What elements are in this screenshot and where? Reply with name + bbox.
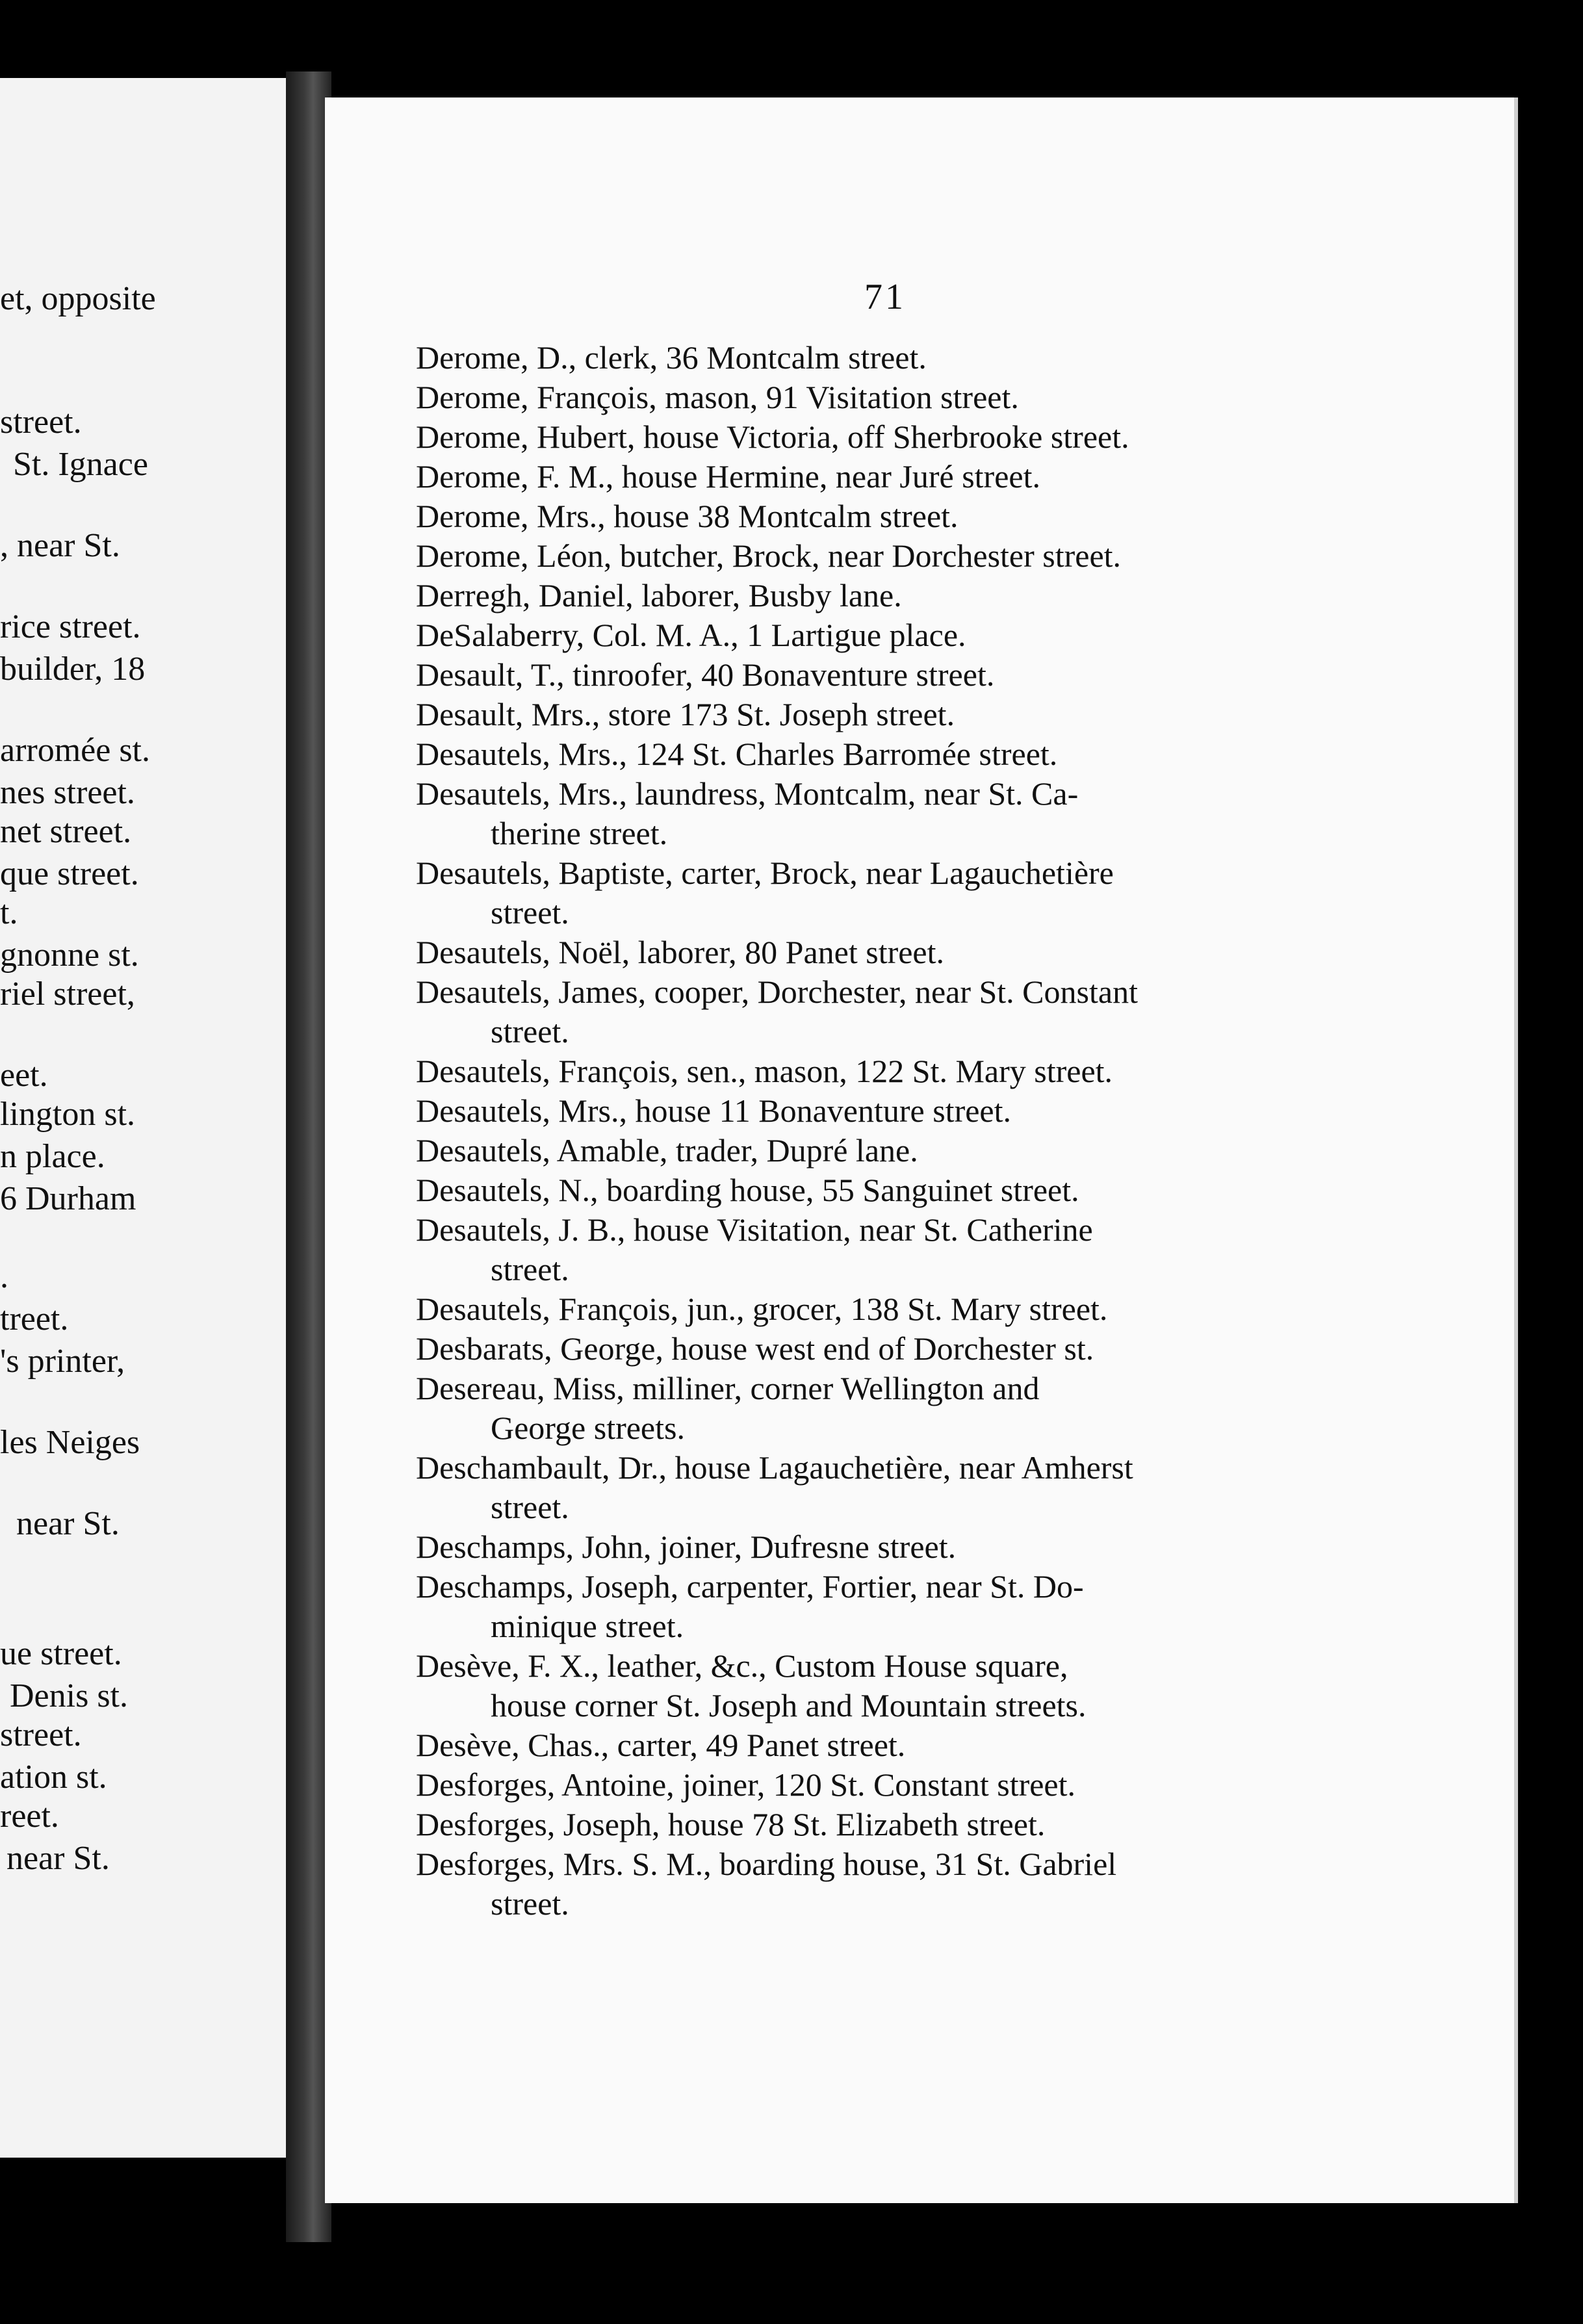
entry-line: Derome, D., clerk, 36 Montcalm street.: [416, 339, 927, 376]
entry-line: Deschambault, Dr., house Lagauchetière, near Amherst: [416, 1449, 1133, 1486]
directory-entry: [416, 417, 1339, 457]
directory-entry: [416, 1725, 1339, 1765]
entry-line: Desautels, Noël, laborer, 80 Panet street.: [416, 934, 945, 970]
directory-entry: [416, 1052, 1339, 1091]
entry-line: Derome, Léon, butcher, Brock, near Dorchester street.: [416, 537, 1122, 574]
left-page-text-fragment: les Neiges: [0, 1424, 140, 1461]
left-page-text-fragment: arromée st.: [0, 732, 151, 769]
left-page-text-fragment: builder, 18: [0, 651, 146, 688]
left-page-text-fragment: t.: [0, 894, 18, 931]
left-page-fragment: [0, 78, 286, 2158]
entry-continuation-line: minique street.: [491, 1608, 684, 1644]
directory-entry: [416, 972, 1339, 1052]
left-page-text-fragment: street.: [0, 404, 82, 441]
directory-entry: [416, 1646, 1339, 1725]
entry-line: Desforges, Antoine, joiner, 120 St. Constant street.: [416, 1766, 1076, 1803]
entry-continuation-line: street.: [491, 1013, 569, 1050]
entry-line: Desautels, Mrs., laundress, Montcalm, near St. Ca-: [416, 775, 1079, 812]
directory-entry: [416, 1805, 1339, 1844]
left-page-text-fragment: near St.: [6, 1840, 110, 1877]
left-page-text-fragment: reet.: [0, 1798, 59, 1835]
directory-entry: [416, 734, 1339, 774]
entry-line: Desforges, Mrs. S. M., boarding house, 31 St. Gabriel: [416, 1846, 1117, 1882]
entry-line: Derome, Hubert, house Victoria, off Sherbrooke street.: [416, 419, 1129, 455]
directory-entry: [416, 615, 1339, 655]
entry-line: Derome, F. M., house Hermine, near Juré street.: [416, 458, 1040, 495]
left-page-text-fragment: lington st.: [0, 1096, 136, 1133]
directory-entry: [416, 536, 1339, 576]
entry-line: Desforges, Joseph, house 78 St. Elizabeth street.: [416, 1806, 1046, 1842]
left-page-text-fragment: nes street.: [0, 774, 135, 811]
entry-line: Derregh, Daniel, laborer, Busby lane.: [416, 577, 902, 613]
directory-entry: [416, 774, 1339, 853]
left-page-text-fragment: St. Ignace: [13, 446, 148, 483]
entry-line: Deschamps, John, joiner, Dufresne street.: [416, 1529, 957, 1565]
left-page-text-fragment: 6 Durham: [0, 1180, 136, 1217]
entry-continuation-line: house corner St. Joseph and Mountain streets.: [491, 1687, 1087, 1724]
directory-entry: [416, 1170, 1339, 1210]
left-page-text-fragment: .: [0, 1258, 8, 1295]
directory-entry: [416, 933, 1339, 972]
left-page-text-fragment: net street.: [0, 813, 132, 850]
entry-line: Desault, T., tinroofer, 40 Bonaventure street.: [416, 656, 995, 693]
directory-entry: [416, 1329, 1339, 1369]
entry-line: Desautels, Mrs., house 11 Bonaventure street.: [416, 1092, 1011, 1129]
directory-entry: [416, 853, 1339, 933]
left-page-text-fragment: 's printer,: [0, 1343, 125, 1380]
directory-entry: [416, 655, 1339, 695]
left-page-text-fragment: gnonne st.: [0, 936, 139, 974]
entry-line: Desève, F. X., leather, &c., Custom House square,: [416, 1647, 1068, 1684]
left-page-text-fragment: riel street,: [0, 975, 135, 1013]
directory-entry: [416, 1448, 1339, 1527]
directory-entry: [416, 497, 1339, 536]
page-number: 71: [864, 277, 906, 317]
entry-line: Desautels, J. B., house Visitation, near St. Catherine: [416, 1211, 1093, 1248]
directory-entry: [416, 1527, 1339, 1567]
entry-line: Desautels, Mrs., 124 St. Charles Barromée street.: [416, 736, 1058, 772]
directory-entry: [416, 378, 1339, 417]
directory-entry: [416, 1091, 1339, 1131]
entry-line: Desève, Chas., carter, 49 Panet street.: [416, 1727, 906, 1763]
entry-line: DeSalaberry, Col. M. A., 1 Lartigue place.: [416, 617, 966, 653]
entry-line: Desault, Mrs., store 173 St. Joseph street.: [416, 696, 955, 732]
left-page-text-fragment: eet.: [0, 1057, 48, 1094]
left-page-text-fragment: Denis st.: [10, 1677, 128, 1714]
directory-entry: [416, 1765, 1339, 1805]
directory-entries: [416, 338, 1339, 1924]
entry-line: Deschamps, Joseph, carpenter, Fortier, near St. Do-: [416, 1568, 1084, 1605]
left-page-text-fragment: near St.: [16, 1505, 120, 1542]
directory-entry: [416, 576, 1339, 615]
directory-entry: [416, 1369, 1339, 1448]
directory-entry: [416, 1131, 1339, 1170]
entry-line: Desbarats, George, house west end of Dorchester st.: [416, 1330, 1094, 1367]
left-page-text-fragment: ue street.: [0, 1635, 122, 1672]
directory-entry: [416, 1844, 1339, 1924]
entry-continuation-line: street.: [491, 1885, 569, 1922]
left-page-text-fragment: rice street.: [0, 608, 141, 645]
left-page-text-fragment: treet.: [0, 1300, 69, 1337]
directory-entry: [416, 457, 1339, 497]
directory-entry: [416, 695, 1339, 734]
entry-line: Derome, Mrs., house 38 Montcalm street.: [416, 498, 959, 534]
entry-line: Desautels, James, cooper, Dorchester, near St. Constant: [416, 974, 1138, 1010]
entry-continuation-line: therine street.: [491, 815, 668, 851]
entry-line: Derome, François, mason, 91 Visitation street.: [416, 379, 1019, 415]
entry-line: Desautels, Amable, trader, Dupré lane.: [416, 1132, 918, 1168]
left-page-text-fragment: ation st.: [0, 1759, 107, 1796]
left-page-text-fragment: street.: [0, 1716, 82, 1753]
entry-continuation-line: street.: [491, 894, 569, 931]
entry-line: Desautels, Baptiste, carter, Brock, near Lagauchetière: [416, 855, 1114, 891]
directory-entry: [416, 1210, 1339, 1289]
directory-entry: [416, 1567, 1339, 1646]
entry-line: Desautels, N., boarding house, 55 Sanguinet street.: [416, 1172, 1079, 1208]
left-page-text-fragment: , near St.: [0, 527, 120, 564]
left-page-text-fragment: que street.: [0, 855, 139, 892]
left-page-text-fragment: et, opposite: [0, 280, 156, 317]
directory-entry: [416, 338, 1339, 378]
entry-continuation-line: George streets.: [491, 1410, 685, 1446]
left-page-text-fragment: n place.: [0, 1138, 105, 1175]
entry-continuation-line: street.: [491, 1489, 569, 1525]
directory-entry: [416, 1289, 1339, 1329]
entry-line: Desautels, François, jun., grocer, 138 St. Mary street.: [416, 1291, 1108, 1327]
entry-line: Desautels, François, sen., mason, 122 St. Mary street.: [416, 1053, 1113, 1089]
entry-line: Desereau, Miss, milliner, corner Wellington and: [416, 1370, 1040, 1406]
entry-continuation-line: street.: [491, 1251, 569, 1287]
